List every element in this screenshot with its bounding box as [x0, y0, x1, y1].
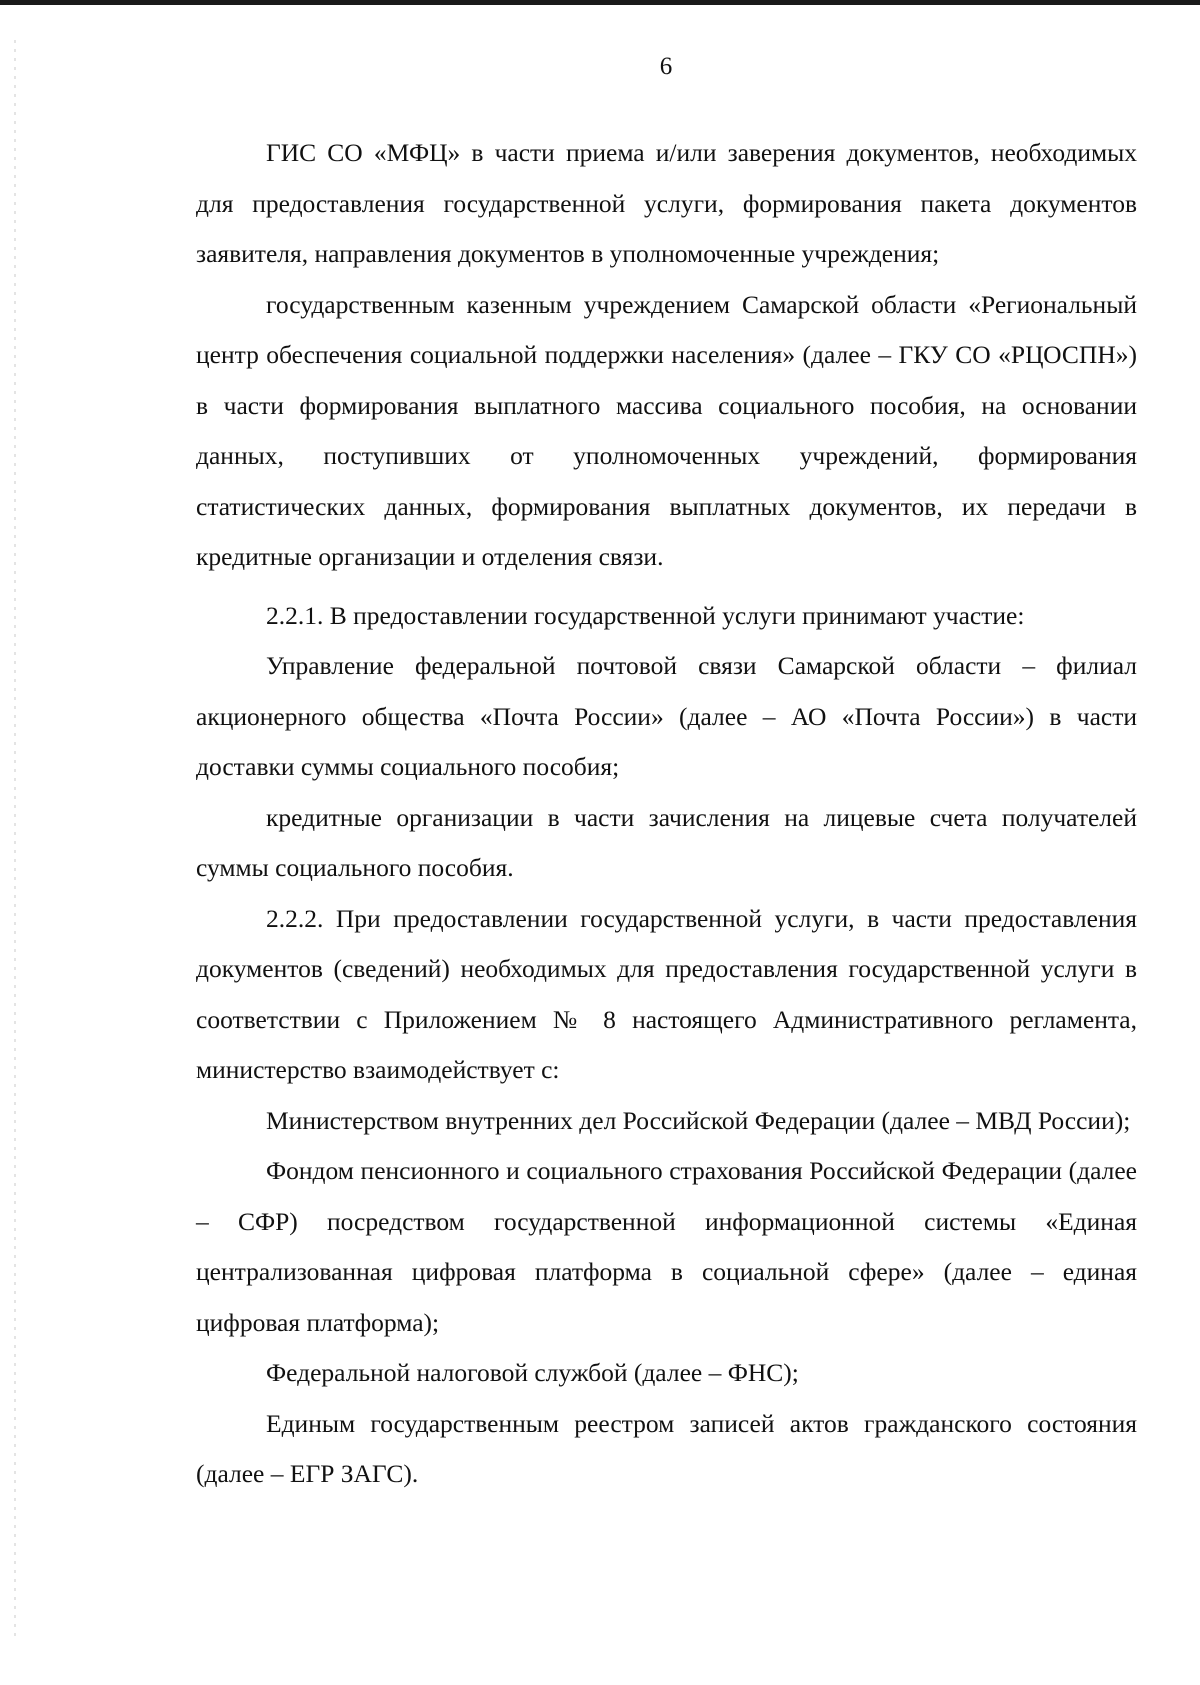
paragraph-credit-organizations: кредитные организации в части зачисления на лицевые счета получателей суммы социального пособия.: [196, 802, 1137, 882]
page-number: 6: [659, 53, 673, 80]
paragraph-gku-rtsospn: государственным казенным учреждением Самарской области «Региональный центр обеспечения социальной поддержки населения» (далее – ГКУ СО «РЦОСПН») в части формирования выплатного массива социального пособия, на основании данных, поступивших от уполномоченных учреждений, формирования статистических данных, формирования выплатных документов, их передачи в кредитные организации и отделения связи.: [196, 289, 1137, 571]
document-body: [196, 128, 1137, 1500]
paragraph-sfr: Фондом пенсионного и социального страхования Российской Федерации (далее – СФР) посредством государственной информационной системы «Единая централизованная цифровая платформа в социальной сфере» (далее – единая цифровая платформа);: [196, 1156, 1137, 1337]
paragraph-fns: Федеральной налоговой службой (далее – ФНС);: [266, 1358, 799, 1387]
paragraph-gis-mfc: ГИС СО «МФЦ» в части приема и/или заверения документов, необходимых для предоставления государственной услуги, формирования пакета документов заявителя, направления документов в уполномоченные учреждения;: [196, 138, 1137, 268]
paragraph-2-2-2: 2.2.2. При предоставлении государственной услуги, в части предоставления документов (сведений) необходимых для предоставления государственной услуги в соответствии с Приложением № 8 настоящего Административного регламента, министерство взаимодействует с:: [196, 903, 1137, 1084]
paragraph-pochta-rossii: Управление федеральной почтовой связи Самарской области – филиал акционерного общества «Почта России» (далее – АО «Почта России») в части доставки суммы социального пособия;: [196, 651, 1137, 781]
paragraph-2-2-1: 2.2.1. В предоставлении государственной услуги принимают участие:: [266, 600, 1025, 630]
paragraph-mvd: Министерством внутренних дел Российской Федерации (далее – МВД России);: [266, 1105, 1131, 1135]
paragraph-egr-zags: Единым государственным реестром записей актов гражданского состояния (далее – ЕГР ЗАГС).: [196, 1408, 1137, 1488]
scan-top-border: [0, 0, 1200, 5]
scan-left-edge: [14, 40, 16, 1640]
